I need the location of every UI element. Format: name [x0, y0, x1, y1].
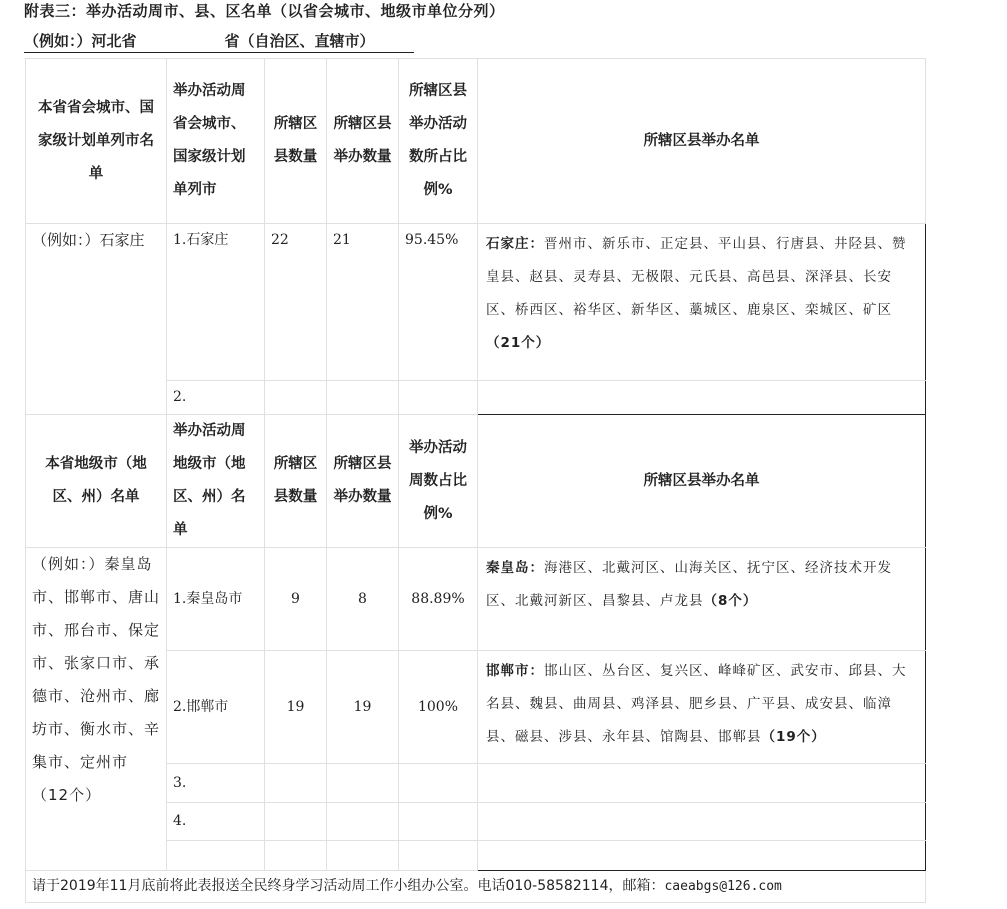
- table-row: [26, 224, 926, 381]
- province-example: （例如：）河北省: [24, 32, 137, 50]
- s2-row5-ratio: [399, 841, 478, 871]
- s2-row1-held: 8: [327, 548, 399, 651]
- province-suffix: 省（自治区、直辖市）: [224, 32, 375, 50]
- footer-note: [26, 871, 926, 903]
- s2-row3-city: 3.: [167, 764, 265, 803]
- s2-row1-names-tail: （8个）: [703, 593, 758, 609]
- s1-row1-held: 21: [327, 224, 399, 381]
- footer-email: caeabgs@126.com: [664, 879, 782, 894]
- s1-row1-names-head: 石家庄：: [486, 236, 544, 252]
- s2-row4-names: [478, 803, 926, 841]
- s2-header-city-list: 本省地级市（地区、州）名单: [26, 415, 167, 548]
- s2-header-names: 所辖区县举办名单: [478, 415, 926, 548]
- s2-row1-ratio: 88.89%: [399, 548, 478, 651]
- page-title: 附表三：举办活动周市、县、区名单（以省会城市、地级市单位分列）: [24, 2, 505, 20]
- footer-row: [26, 871, 926, 903]
- s2-row2-names-tail: （19个）: [761, 729, 826, 745]
- province-line: [24, 30, 414, 53]
- s2-row4-held: [327, 803, 399, 841]
- s1-header-held: 所辖区县举办数量: [327, 59, 399, 224]
- s1-row2-city: 2.: [167, 381, 265, 415]
- s1-header-held-city: 举办活动周省会城市、国家级计划单列市: [167, 59, 265, 224]
- s2-row4-ratio: [399, 803, 478, 841]
- s1-row2-count: [265, 381, 327, 415]
- s2-row4-city: 4.: [167, 803, 265, 841]
- s2-row2-city: 2.邯郸市: [167, 651, 265, 764]
- s2-row5-names: [478, 841, 926, 871]
- s2-header-held: 所辖区县举办数量: [327, 415, 399, 548]
- s1-row1-names-list: 晋州市、新乐市、正定县、平山县、行唐县、井陉县、赞皇县、赵县、灵寿县、无极限、元氏县、高邑县、深泽县、长安区、桥西区、裕华区、新华区、藁城区、鹿泉区、栾城区、矿区: [486, 236, 907, 318]
- s1-row1-city: 1.石家庄: [167, 224, 265, 381]
- s1-example-label: （例如：）石家庄: [26, 224, 167, 415]
- s1-row1-count: 22: [265, 224, 327, 381]
- s2-row5-held: [327, 841, 399, 871]
- s2-row5-city: [167, 841, 265, 871]
- s1-row2-ratio: [399, 381, 478, 415]
- footer-text: 请于2019年11月底前将此表报送全民终身学习活动周工作小组办公室。电话010-58582114，邮箱：: [32, 878, 665, 894]
- s2-row2-count: 19: [265, 651, 327, 764]
- s1-header-names: 所辖区县举办名单: [478, 59, 926, 224]
- s2-example-label: （例如：）秦皇岛市、邯郸市、唐山市、邢台市、保定市、张家口市、承德市、沧州市、廊坊市、衡水市、辛集市、定州市（12个）: [26, 548, 167, 871]
- s2-row2-names: [478, 651, 926, 764]
- s2-row1-names-list: 海港区、北戴河区、山海关区、抚宁区、经济技术开发区、北戴河新区、昌黎县、卢龙县: [486, 560, 892, 609]
- s1-header-city-list: 本省省会城市、国家级计划单列市名单: [26, 59, 167, 224]
- activity-table: [25, 58, 926, 903]
- s2-header-held-city: 举办活动周地级市（地区、州）名单: [167, 415, 265, 548]
- section2-header-row: [26, 415, 926, 548]
- s1-header-count: 所辖区县数量: [265, 59, 327, 224]
- s1-row2-held: [327, 381, 399, 415]
- s2-row1-city: 1.秦皇岛市: [167, 548, 265, 651]
- s1-row1-ratio: 95.45%: [399, 224, 478, 381]
- s2-row2-ratio: 100%: [399, 651, 478, 764]
- table-row: [26, 548, 926, 651]
- s2-row1-names: [478, 548, 926, 651]
- s2-row2-held: 19: [327, 651, 399, 764]
- s1-header-ratio: 所辖区县举办活动数所占比例%: [399, 59, 478, 224]
- s2-row1-names-head: 秦皇岛：: [486, 560, 544, 576]
- s2-row5-count: [265, 841, 327, 871]
- s2-row2-names-list: 邯山区、丛台区、复兴区、峰峰矿区、武安市、邱县、大名县、魏县、曲周县、鸡泽县、肥乡县、广平县、成安县、临漳县、磁县、涉县、永年县、馆陶县、邯郸县: [486, 663, 907, 745]
- s1-row1-names: [478, 224, 926, 381]
- s1-row1-names-tail: （21个）: [486, 335, 551, 351]
- section1-header-row: [26, 59, 926, 224]
- s2-row3-ratio: [399, 764, 478, 803]
- s2-row2-names-head: 邯郸市：: [486, 663, 544, 679]
- s2-row1-count: 9: [265, 548, 327, 651]
- s2-row3-count: [265, 764, 327, 803]
- s2-row3-names: [478, 764, 926, 803]
- s2-row4-count: [265, 803, 327, 841]
- s1-row2-names: [478, 381, 926, 415]
- s2-header-count: 所辖区县数量: [265, 415, 327, 548]
- s2-header-ratio: 举办活动周数占比例%: [399, 415, 478, 548]
- s2-row3-held: [327, 764, 399, 803]
